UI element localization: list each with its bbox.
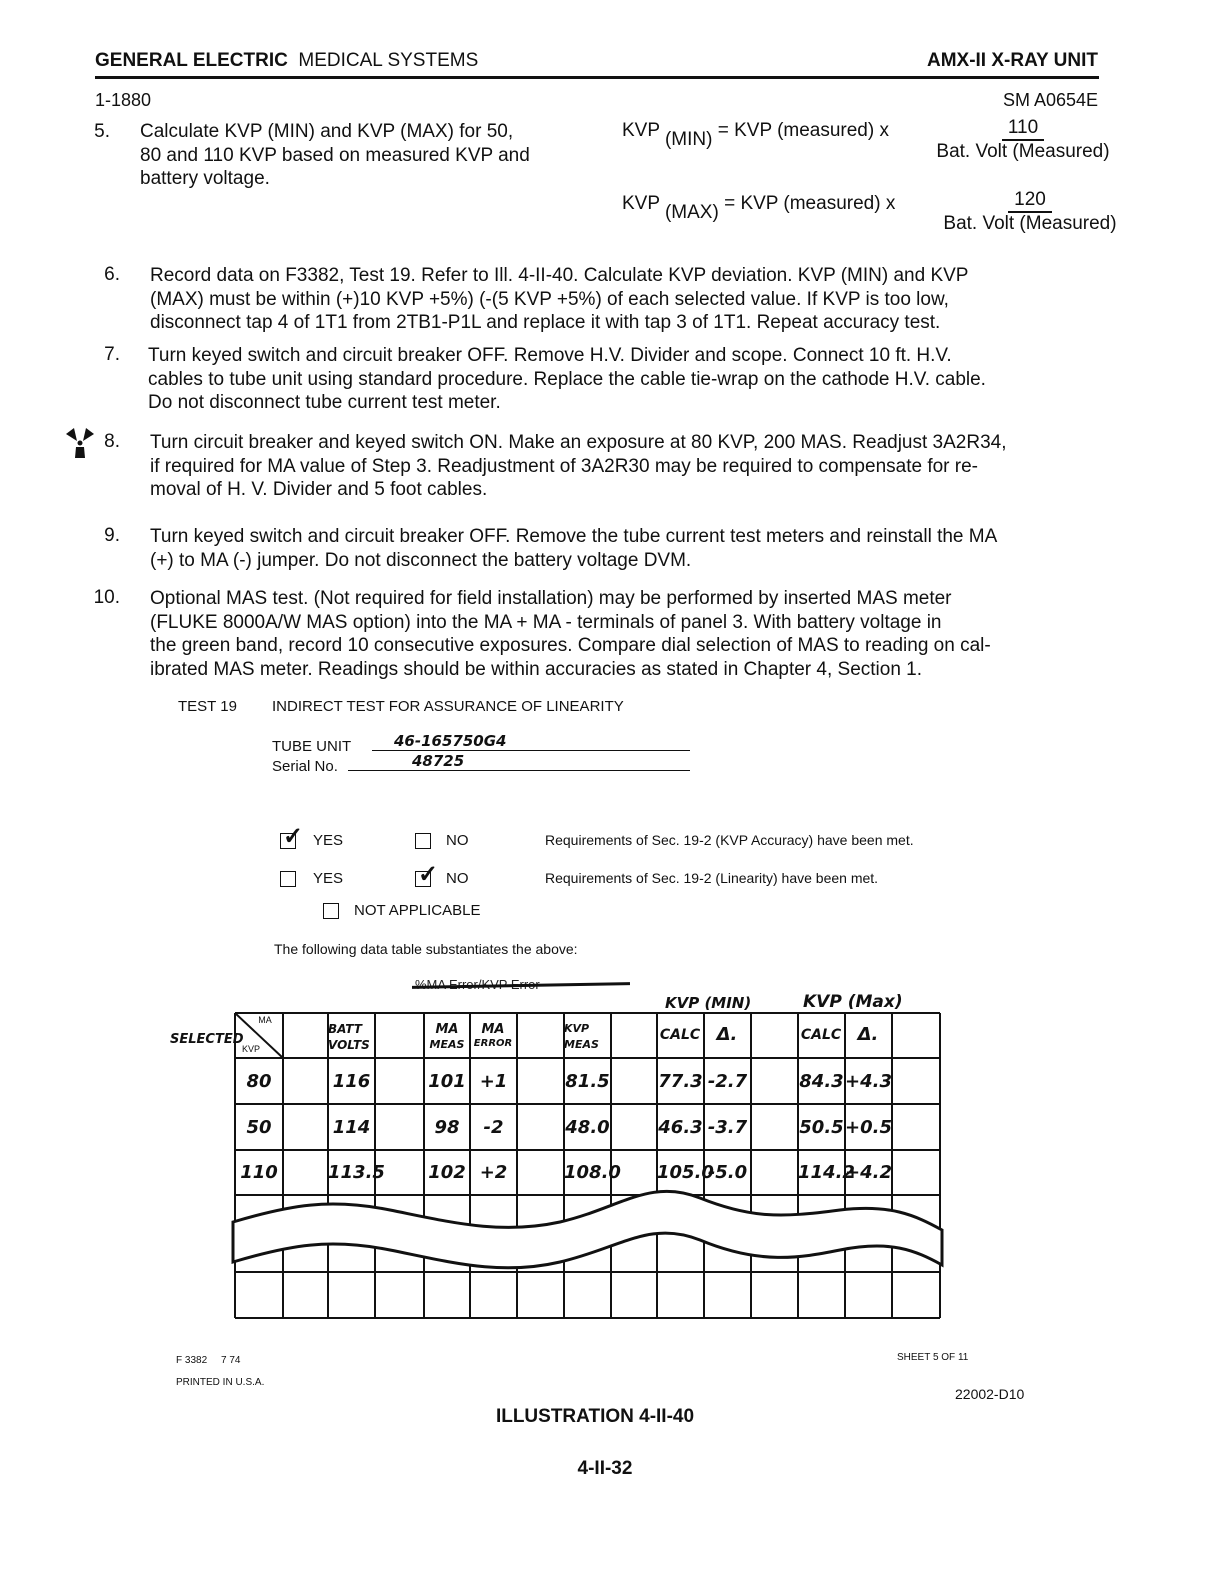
col-min-delta: Δ. [716, 1024, 738, 1045]
sm-number: SM A0654E [1002, 90, 1098, 110]
table-intro: The following data table substantiates the above: [274, 941, 578, 957]
col-volts: VOLTS [328, 1038, 370, 1052]
col-ma-meas: MEAS [429, 1038, 465, 1051]
step-8-line: moval of H. V. Divider and 5 foot cables. [150, 479, 488, 500]
cell-ma: 102 [428, 1162, 466, 1183]
cell-kvp: 81.5 [565, 1071, 610, 1092]
cell-min-delta: -5.0 [707, 1162, 748, 1183]
printed-in: PRINTED IN U.S.A. [176, 1377, 265, 1388]
company-name: GENERAL ELECTRIC [95, 50, 288, 71]
cell-max-delta: +0.5 [845, 1117, 892, 1138]
header-company [95, 50, 478, 72]
step-8-line: if required for MA value of Step 3. Readjustment of 3A2R30 may be required to compensate for re- [150, 455, 978, 477]
step-6-line: Record data on F3382, Test 19. Refer to Ill. 4-II-40. Calculate KVP deviation. KVP (MIN) and KVP [150, 265, 969, 286]
requirement-linearity: Requirements of Sec. 19-2 (Linearity) have been met. [545, 870, 879, 886]
checkmark-icon: ✓ [418, 861, 439, 888]
formula-min-sub: (MIN) [664, 129, 713, 150]
cell-ma: 98 [434, 1117, 460, 1138]
step-9-text [150, 525, 997, 572]
accuracy-no-label: NO [446, 832, 469, 849]
serial-line [348, 756, 690, 771]
col-error: ERROR [473, 1038, 513, 1049]
step-7-text [148, 344, 986, 415]
illustration-caption: ILLUSTRATION 4-II-40 [495, 1406, 695, 1427]
step-8-text [150, 431, 1007, 502]
step-5-line: Calculate KVP (MIN) and KVP (MAX) for 50, [140, 121, 514, 142]
cell-batt: 116 [332, 1071, 371, 1092]
checkbox-not-applicable[interactable] [323, 903, 339, 919]
formula-min-denominator: Bat. Volt (Measured) [936, 141, 1110, 162]
sheet-number: SHEET 5 OF 11 [897, 1352, 969, 1363]
cell-min-calc: 77.3 [658, 1071, 703, 1092]
formula-min-rhs: = KVP (measured) x [717, 120, 889, 141]
checkbox-linearity-yes[interactable] [280, 871, 296, 887]
step-9-line: (+) to MA (-) jumper. Do not disconnect the battery voltage DVM. [150, 549, 692, 571]
step-9-number: 9. [104, 525, 120, 546]
col-batt: BATT [328, 1022, 362, 1036]
division-name: MEDICAL SYSTEMS [298, 50, 479, 71]
struck-header: %MA Error/KVP Error [415, 977, 540, 992]
formula-max-rhs: = KVP (measured) x [724, 193, 896, 214]
cell-min-calc: 105.0 [657, 1162, 714, 1183]
cell-max-calc: 84.3 [799, 1071, 844, 1092]
step-7-line: Turn keyed switch and circuit breaker OFF. Remove H.V. Divider and scope. Connect 10 ft. H.V. [148, 345, 952, 366]
step-5-line: battery voltage. [140, 168, 270, 189]
cell-min-calc: 46.3 [658, 1117, 703, 1138]
formula-max-fraction [935, 189, 1125, 235]
step-6-text [150, 264, 968, 335]
step-10-number: 10. [93, 587, 120, 608]
col-kvp-meas: MEAS [564, 1038, 599, 1051]
step-9-line: Turn keyed switch and circuit breaker OFF. Remove the tube current test meters and reinstall the MA [150, 526, 998, 547]
col-max-calc: CALC [800, 1027, 842, 1043]
col-ma2: MA [481, 1022, 505, 1037]
step-5-text [140, 120, 530, 191]
col-min-calc: CALC [659, 1027, 701, 1043]
cell-max-delta: +4.2 [845, 1162, 892, 1183]
serial-label: Serial No. [272, 758, 338, 775]
col-max-delta: Δ. [857, 1024, 879, 1045]
header-rule [95, 76, 1099, 79]
checkbox-accuracy-no[interactable] [415, 833, 431, 849]
step-5-line: 80 and 110 KVP based on measured KVP and [140, 144, 530, 166]
formula-min-numerator: 110 [1002, 117, 1044, 141]
cell-err: +2 [479, 1162, 508, 1183]
formula-max-denominator: Bat. Volt (Measured) [943, 213, 1117, 234]
cell-kvp: 108.0 [564, 1162, 621, 1183]
not-applicable-label: NOT APPLICABLE [354, 902, 481, 919]
cell-kvp: 48.0 [565, 1117, 610, 1138]
step-8-line: Turn circuit breaker and keyed switch ON. Make an exposure at 80 KVP, 200 MAS. Readjust 3A2R34, [150, 432, 1007, 453]
checkmark-icon: ✓ [283, 823, 304, 850]
tube-unit-value: 46-165750G4 [394, 732, 507, 750]
formula-max [622, 193, 896, 223]
product-name: AMX-II X-RAY UNIT [926, 50, 1098, 71]
step-7-line: Do not disconnect tube current test meter. [148, 392, 501, 413]
step-10-text [150, 587, 991, 681]
col-kvp: KVP [564, 1022, 590, 1035]
step-10-line: ibrated MAS meter. Readings should be within accuracies as stated in Chapter 4, Section 1. [150, 658, 923, 680]
step-6-line: (MAX) must be within (+)10 KVP +5%) (-(5 KVP +5%) of each selected value. If KVP is too low, [150, 288, 949, 310]
cell-ma: 101 [428, 1071, 466, 1092]
step-6-number: 6. [104, 264, 120, 285]
step-7-line: cables to tube unit using standard procedure. Replace the cable tie-wrap on the cathode H.V. cable. [148, 368, 986, 390]
cell-min-delta: -2.7 [707, 1071, 748, 1092]
step-5-number: 5. [94, 121, 110, 142]
formula-min-fraction [928, 117, 1118, 163]
cell-batt: 113.5 [328, 1162, 385, 1183]
form-number: F 3382 7 74 [176, 1355, 241, 1366]
cell-min-delta: -3.7 [707, 1117, 748, 1138]
reference-number: 22002-D10 [955, 1386, 1025, 1402]
accuracy-yes-label: YES [313, 832, 344, 849]
formula-min-kvp: KVP [622, 120, 660, 141]
cell-batt: 114 [332, 1117, 371, 1138]
tube-unit-label: TUBE UNIT [272, 738, 352, 755]
col-kvp-small: KVP [241, 1044, 260, 1054]
formula-max-sub: (MAX) [664, 202, 719, 223]
step-7-number: 7. [104, 344, 120, 365]
step-8-number: 8. [104, 431, 120, 452]
cell-err: -2 [483, 1117, 504, 1138]
cell-selected: 110 [240, 1162, 278, 1183]
linearity-no-label: NO [446, 870, 469, 887]
formula-min [622, 120, 889, 150]
test-title: INDIRECT TEST FOR ASSURANCE OF LINEARITY [272, 698, 624, 715]
col-ma: MA [435, 1022, 459, 1037]
selected-label: SELECTED [170, 1032, 244, 1047]
formula-max-kvp: KVP [622, 193, 660, 214]
requirement-accuracy: Requirements of Sec. 19-2 (KVP Accuracy) have been met. [545, 832, 914, 848]
page-number: 4-II-32 [577, 1458, 633, 1479]
cell-err: +1 [479, 1071, 508, 1092]
cell-max-calc: 50.5 [799, 1117, 844, 1138]
cell-selected: 50 [246, 1117, 272, 1138]
serial-value: 48725 [412, 752, 465, 770]
step-10-line: (FLUKE 8000A/W MAS option) into the MA + MA - terminals of panel 3. With battery voltage in [150, 611, 942, 633]
step-6-line: disconnect tap 4 of 1T1 from 2TB1-P1L and replace it with tap 3 of 1T1. Repeat accuracy test. [150, 312, 941, 333]
linearity-yes-label: YES [313, 870, 344, 887]
cell-max-delta: +4.3 [845, 1071, 892, 1092]
kvp-min-header: KVP (MIN) [665, 994, 752, 1012]
doc-number: 1-1880 [95, 90, 152, 110]
step-10-line: the green band, record 10 consecutive exposures. Compare dial selection of MAS to reading on cal- [150, 635, 991, 656]
kvp-max-header: KVP (Max) [803, 992, 903, 1012]
step-10-line: Optional MAS test. (Not required for field installation) may be performed by inserted MAS meter [150, 588, 952, 609]
cell-selected: 80 [246, 1071, 272, 1092]
cell-max-calc: 114.2 [798, 1162, 855, 1183]
col-ma-small: MA [258, 1015, 272, 1025]
test-label: TEST 19 [178, 698, 237, 715]
formula-max-numerator: 120 [1008, 189, 1052, 213]
